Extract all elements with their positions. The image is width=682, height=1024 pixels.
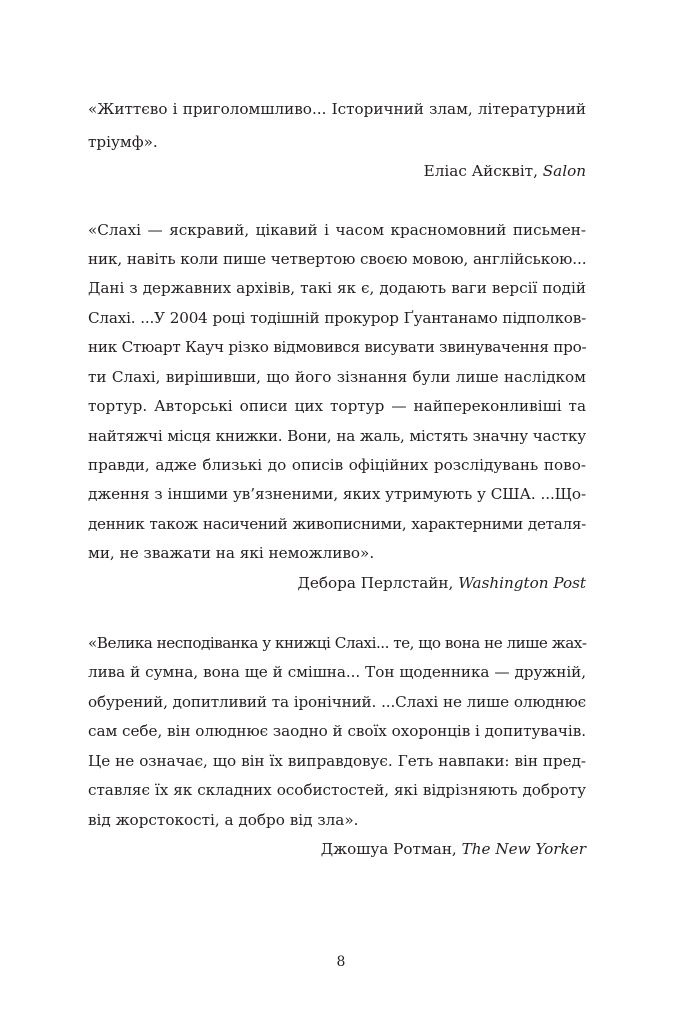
quote-line: дження з іншими ув’язненими, яких утримують у США. ...Що- [88,485,586,503]
quote-line: сам себе, він олюднює заодно й своїх охоронців і допитувачів. [88,722,586,740]
quote-line: Слахі. ...У 2004 році тодішній прокурор Ґуантанамо підполков- [88,309,586,327]
quote-line: ник, навіть коли пише четвертою своєю мовою, англійською... [88,250,587,268]
review-quote-salon [88,99,586,184]
quote-line: тріумф». [88,133,158,151]
quote-line: найтяжчі місця книжки. Вони, на жаль, містять значну частку [88,427,586,445]
attribution-author: Дебора Перлстайн, [297,574,459,592]
review-quote-washington-post [88,220,586,600]
quote-attribution [321,839,586,859]
quote-line: ти Слахі, вирішивши, що його зізнання були лише наслідком [88,368,586,386]
attribution-source: Washington Post [458,574,586,592]
quote-line: «Життєво і приголомшливо... Історичний злам, літературний [88,100,586,118]
quote-line: «Слахі — яскравий, цікавий і часом красномовний письмен- [88,221,586,239]
quote-line: ставляє їх як складних особистостей, які відрізняють доброту [88,781,586,799]
quote-line: Це не означає, що він їх виправдовує. Геть навпаки: він пред- [88,752,586,770]
quote-attribution [298,573,586,593]
quote-line: обурений, допитливий та іронічний. ...Слахі не лише олюднює [88,693,586,711]
attribution-author: Еліас Айсквіт, [423,162,543,180]
review-quote-new-yorker [88,633,586,863]
quote-line: від жорстокості, а добро від зла». [88,811,359,829]
attribution-source: Salon [542,162,586,180]
quote-line: «Велика несподіванка у книжці Слахі... те, що вона не лише жах- [88,634,587,652]
quote-line: денник також насичений живописними, характерними деталя- [88,515,586,533]
quote-line: ник Стюарт Кауч різко відмовився висувати звинувачення про- [88,338,587,356]
quote-line: ми, не зважати на які неможливо». [88,544,375,562]
attribution-source: The New Yorker [461,840,586,858]
quote-line: лива й сумна, вона ще й смішна... Тон щоденника — дружній, [88,663,586,681]
quote-line: Дані з державних архівів, такі як є, додають ваги версії подій [88,279,586,297]
page-number: 8 [336,954,346,970]
quote-attribution [424,161,586,181]
attribution-author: Джошуа Ротман, [320,840,462,858]
quote-line: правди, адже близькі до описів офіційних розслідувань пово- [88,456,586,474]
quote-line: тортур. Авторські описи цих тортур — найпереконливіші та [88,397,586,415]
